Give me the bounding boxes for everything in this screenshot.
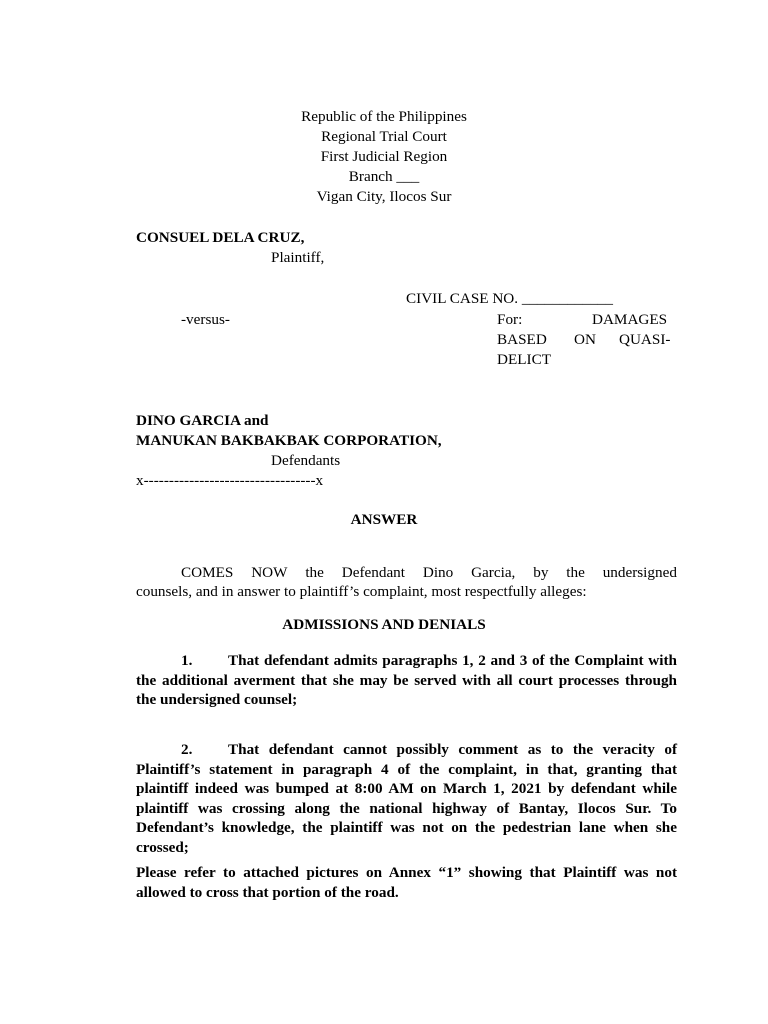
paragraph-1 xyxy=(136,651,677,710)
plaintiff-label: Plaintiff, xyxy=(271,249,325,266)
intro-word: undersigned xyxy=(602,564,677,581)
intro-word: Dino xyxy=(422,564,454,581)
versus-text: -versus- xyxy=(181,311,230,328)
intro-word: the xyxy=(305,564,324,581)
header-republic: Republic of the Philippines xyxy=(301,108,467,125)
intro-first-line xyxy=(181,564,677,582)
paragraph-text: That defendant cannot possibly comment as to the veracity of Plaintiff’s statement in paragraph 4 of the complaint, in that, granting that plaintiff indeed was bumped at 8:00 AM on March 1, 2021 by defendant while plaintiff was crossing along the national highway of Bantay, Ilocos Sur. To Defendant’s knowledge, the plaintiff was not on the pedestrian lane when she crossed; xyxy=(136,741,677,856)
for-based: BASED xyxy=(497,331,547,348)
for-delict: DELICT xyxy=(497,351,551,368)
defendant-name-1: DINO GARCIA and xyxy=(136,412,269,429)
for-label: For: xyxy=(497,311,523,328)
header-city: Vigan City, Ilocos Sur xyxy=(316,188,452,205)
section-heading: ADMISSIONS AND DENIALS xyxy=(282,616,486,633)
paragraph-number: 2. xyxy=(181,741,193,758)
intro-word: Defendant xyxy=(341,564,405,581)
defendants-label: Defendants xyxy=(271,452,341,469)
for-on: ON xyxy=(574,331,596,348)
paragraph-text: That defendant admits paragraphs 1, 2 and 3 of the Complaint with the additional averment that she may be served with all court processes through the undersigned counsel; xyxy=(136,652,677,709)
for-quasi: QUASI- xyxy=(619,331,671,348)
intro-second-line: counsels, and in answer to plaintiff’s complaint, most respectfully alleges: xyxy=(136,583,587,600)
paragraph-number: 1. xyxy=(181,652,193,669)
civil-case-number: CIVIL CASE NO. ____________ xyxy=(406,290,613,307)
intro-word: the xyxy=(566,564,585,581)
header-region: First Judicial Region xyxy=(320,148,448,165)
defendant-name-2: MANUKAN BAKBAKBAK CORPORATION, xyxy=(136,432,442,449)
header-court: Regional Trial Court xyxy=(321,128,447,145)
paragraph-2 xyxy=(136,740,677,858)
for-damages: DAMAGES xyxy=(592,311,668,328)
document-title: ANSWER xyxy=(350,511,418,528)
intro-word: NOW xyxy=(251,564,288,581)
intro-word: Garcia, xyxy=(471,564,516,581)
intro-word: by xyxy=(533,564,549,581)
plaintiff-name: CONSUEL DELA CRUZ, xyxy=(136,229,305,246)
closing-paragraph: Please refer to attached pictures on Annex “1” showing that Plaintiff was not allowed to cross that portion of the road. xyxy=(136,864,677,901)
intro-word: COMES xyxy=(181,564,234,581)
header-branch: Branch ___ xyxy=(348,168,420,185)
caption-separator: x----------------------------------x xyxy=(136,472,324,489)
